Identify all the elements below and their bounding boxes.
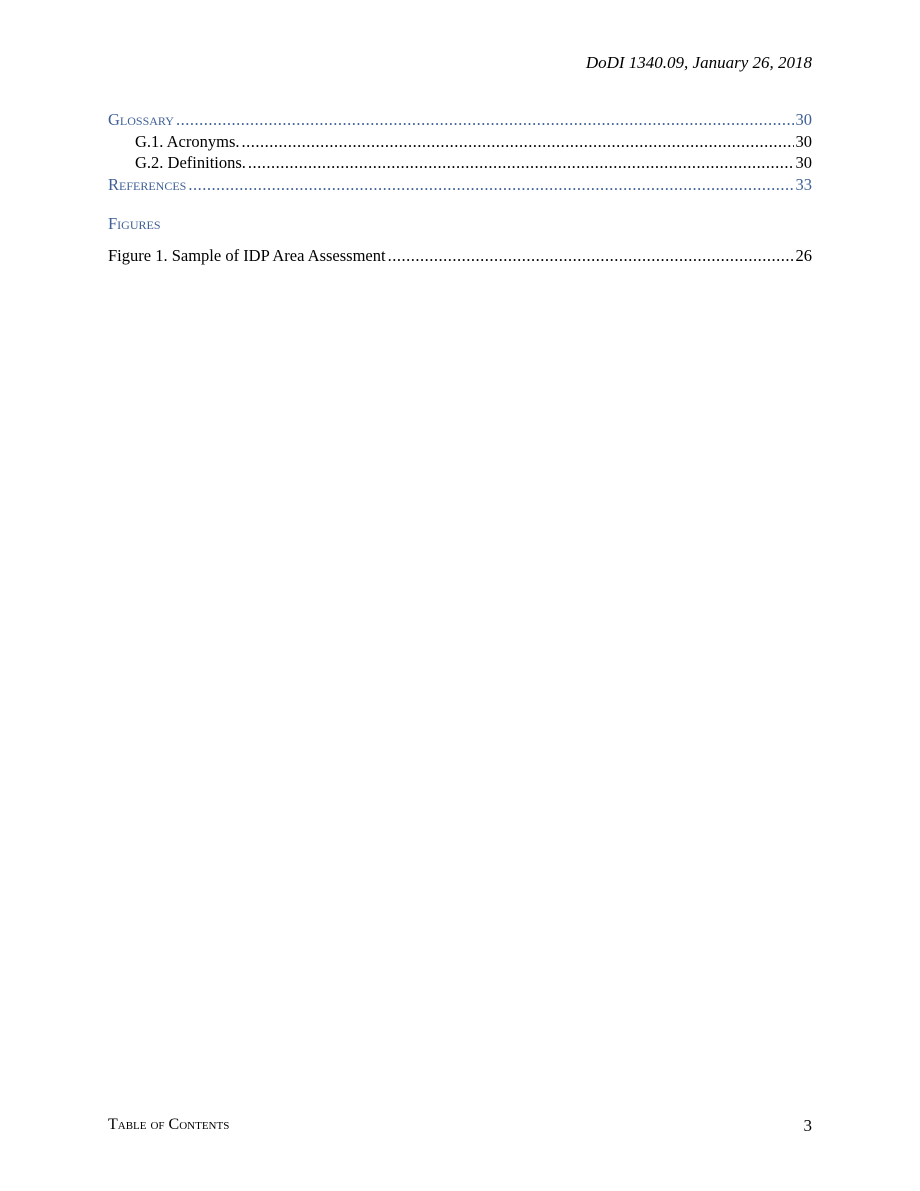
- figures-list: [108, 245, 812, 267]
- toc-entry-references[interactable]: [108, 174, 812, 196]
- dot-leader: [188, 174, 793, 196]
- toc-entry-page: 33: [795, 174, 812, 194]
- toc-entry-acronyms[interactable]: [108, 131, 812, 153]
- figure-entry[interactable]: [108, 245, 812, 267]
- footer-section-title: Table of Contents: [108, 1116, 230, 1133]
- dot-leader: [242, 131, 794, 153]
- toc-entry-label: G.1. Acronyms.: [135, 131, 240, 151]
- toc-entry-glossary[interactable]: [108, 109, 812, 131]
- toc-entry-label: Glossary: [108, 110, 174, 129]
- figures-heading: Figures: [108, 214, 161, 233]
- toc-entry-label: G.2. Definitions.: [135, 153, 246, 172]
- dot-leader: [388, 245, 794, 267]
- dot-leader: [176, 109, 794, 131]
- toc-entry-label: References: [108, 174, 187, 194]
- toc-entry-page: 30: [795, 131, 812, 151]
- dot-leader: [248, 152, 794, 174]
- table-of-contents: [108, 109, 812, 195]
- figure-entry-label: Figure 1. Sample of IDP Area Assessment: [108, 246, 386, 265]
- toc-entry-page: 30: [795, 110, 812, 129]
- running-header: DoDI 1340.09, January 26, 2018: [585, 53, 812, 72]
- toc-entry-page: 30: [795, 153, 812, 172]
- figure-entry-page: 26: [795, 246, 812, 265]
- footer-page-number: 3: [803, 1116, 812, 1135]
- toc-entry-definitions[interactable]: [108, 152, 812, 174]
